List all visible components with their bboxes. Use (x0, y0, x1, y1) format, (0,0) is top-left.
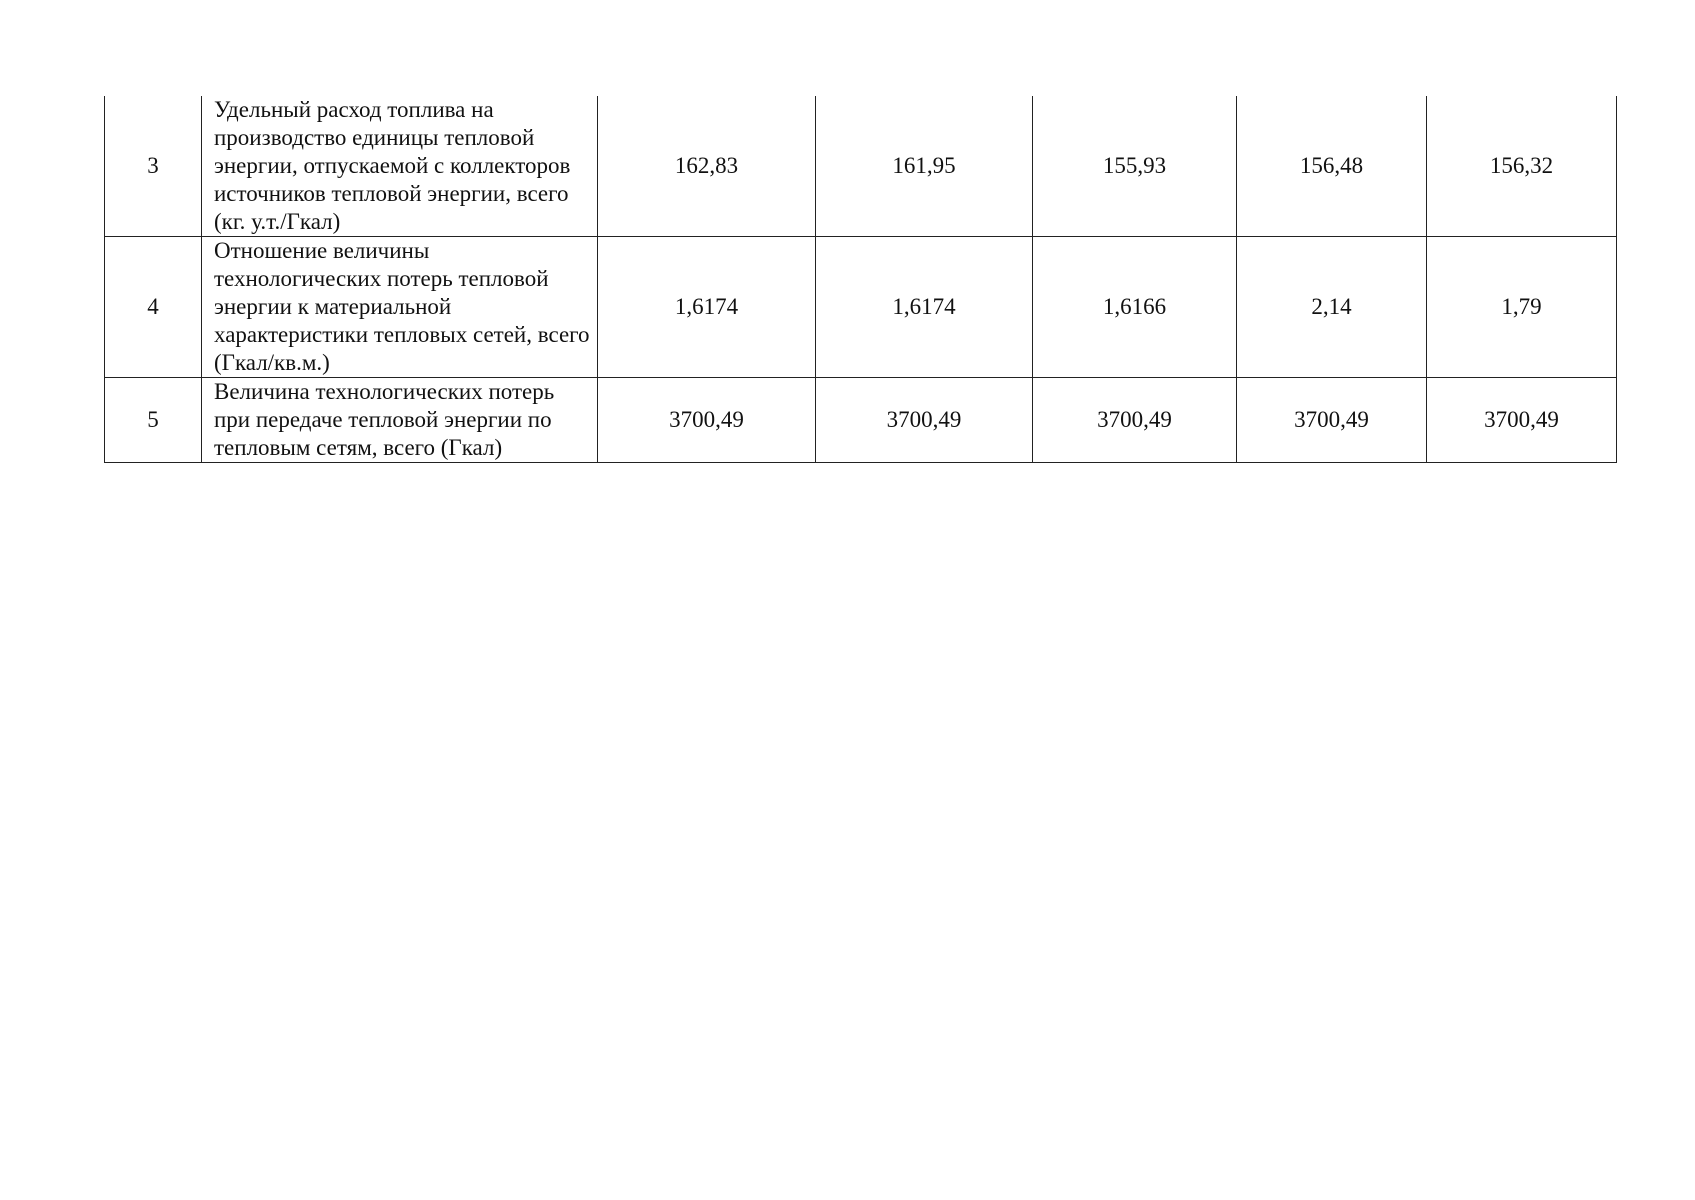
value-cell: 1,6174 (598, 237, 816, 378)
value-cell: 3700,49 (1033, 378, 1237, 463)
indicator-description (202, 378, 598, 463)
table-row (105, 378, 1617, 463)
value-cell: 156,48 (1237, 96, 1427, 237)
value-cell: 162,83 (598, 96, 816, 237)
value-cell: 1,6174 (816, 237, 1033, 378)
value-cell: 156,32 (1427, 96, 1617, 237)
indicator-description (202, 96, 598, 237)
value-cell: 3700,49 (1427, 378, 1617, 463)
value-cell: 2,14 (1237, 237, 1427, 378)
value-cell: 3700,49 (1237, 378, 1427, 463)
indicators-table (104, 96, 1617, 463)
table-row (105, 96, 1617, 237)
indicator-description-text: Величина технологических потерь при передаче тепловой энергии по тепловым сетям, всего (Гкал) (214, 379, 555, 460)
value-cell: 1,6166 (1033, 237, 1237, 378)
value-cell: 1,79 (1427, 237, 1617, 378)
table-row (105, 237, 1617, 378)
value-cell: 3700,49 (816, 378, 1033, 463)
row-number: 5 (105, 378, 202, 463)
value-cell: 3700,49 (598, 378, 816, 463)
value-cell: 161,95 (816, 96, 1033, 237)
indicator-description-text: Отношение величины технологических потерь тепловой энергии к материальной характеристики тепловых сетей, всего (Гкал/кв.м.) (214, 238, 590, 375)
value-cell: 155,93 (1033, 96, 1237, 237)
indicator-description (202, 237, 598, 378)
indicator-description-text: Удельный расход топлива на производство единицы тепловой энергии, отпускаемой с коллекторов источников тепловой энергии, всего (кг. у.т./Гкал) (214, 97, 571, 234)
row-number: 3 (105, 96, 202, 237)
document-page (104, 96, 1616, 463)
row-number: 4 (105, 237, 202, 378)
